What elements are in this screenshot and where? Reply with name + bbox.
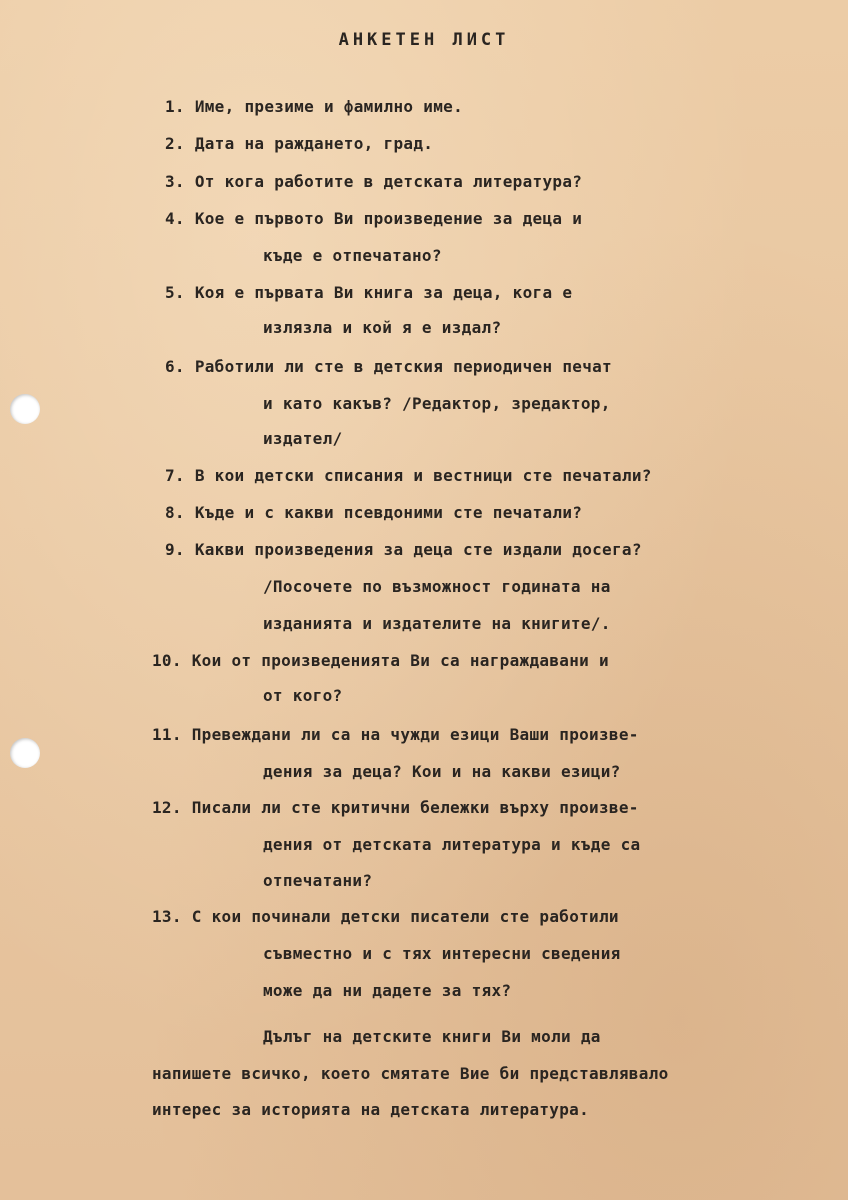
closing-line: Дълъг на детските книги Ви моли да xyxy=(263,1027,601,1046)
closing-line: интерес за историята на детската литература. xyxy=(152,1100,590,1119)
question-11-continuation: дения за деца? Кои и на какви езици? xyxy=(263,762,621,781)
question-10-continuation: от кого? xyxy=(263,686,343,705)
question-12-continuation: отпечатани? xyxy=(263,871,373,890)
question-12-continuation: дения от детската литература и къде са xyxy=(263,835,641,854)
question-3: 3. От кога работите в детската литература? xyxy=(165,172,583,191)
punch-hole xyxy=(10,394,40,424)
question-6-continuation: издател/ xyxy=(263,429,343,448)
question-9-continuation: /Посочете по възможност годината на xyxy=(263,577,611,596)
question-9-continuation: изданията и издателите на книгите/. xyxy=(263,614,611,633)
punch-hole xyxy=(10,738,40,768)
question-5-continuation: излязла и кой я е издал? xyxy=(263,318,502,337)
question-13: 13. С кои починали детски писатели сте работили xyxy=(152,907,619,926)
question-5: 5. Коя е първата Ви книга за деца, кога е xyxy=(165,283,573,302)
question-7: 7. В кои детски списания и вестници сте печатали? xyxy=(165,466,652,485)
question-6-continuation: и като какъв? /Редактор, зредактор, xyxy=(263,394,611,413)
question-12: 12. Писали ли сте критични бележки върху произве- xyxy=(152,798,639,817)
question-2: 2. Дата на раждането, град. xyxy=(165,134,434,153)
question-4-continuation: къде е отпечатано? xyxy=(263,246,442,265)
question-9: 9. Какви произведения за деца сте издали досега? xyxy=(165,540,642,559)
document-title: АНКЕТЕН ЛИСТ xyxy=(338,30,510,50)
question-13-continuation: може да ни дадете за тях? xyxy=(263,981,512,1000)
question-6: 6. Работили ли сте в детския периодичен печат xyxy=(165,357,612,376)
question-10: 10. Кои от произведенията Ви са награждавани и xyxy=(152,651,609,670)
question-13-continuation: съвместно и с тях интересни сведения xyxy=(263,944,621,963)
question-8: 8. Къде и с какви псевдоними сте печатали? xyxy=(165,503,583,522)
question-1: 1. Име, презиме и фамилно име. xyxy=(165,97,463,116)
closing-line: напишете всичко, което смятате Вие би представлявало xyxy=(152,1064,669,1083)
question-4: 4. Кое е първото Ви произведение за деца и xyxy=(165,209,583,228)
question-11: 11. Превеждани ли са на чужди езици Ваши произве- xyxy=(152,725,639,744)
